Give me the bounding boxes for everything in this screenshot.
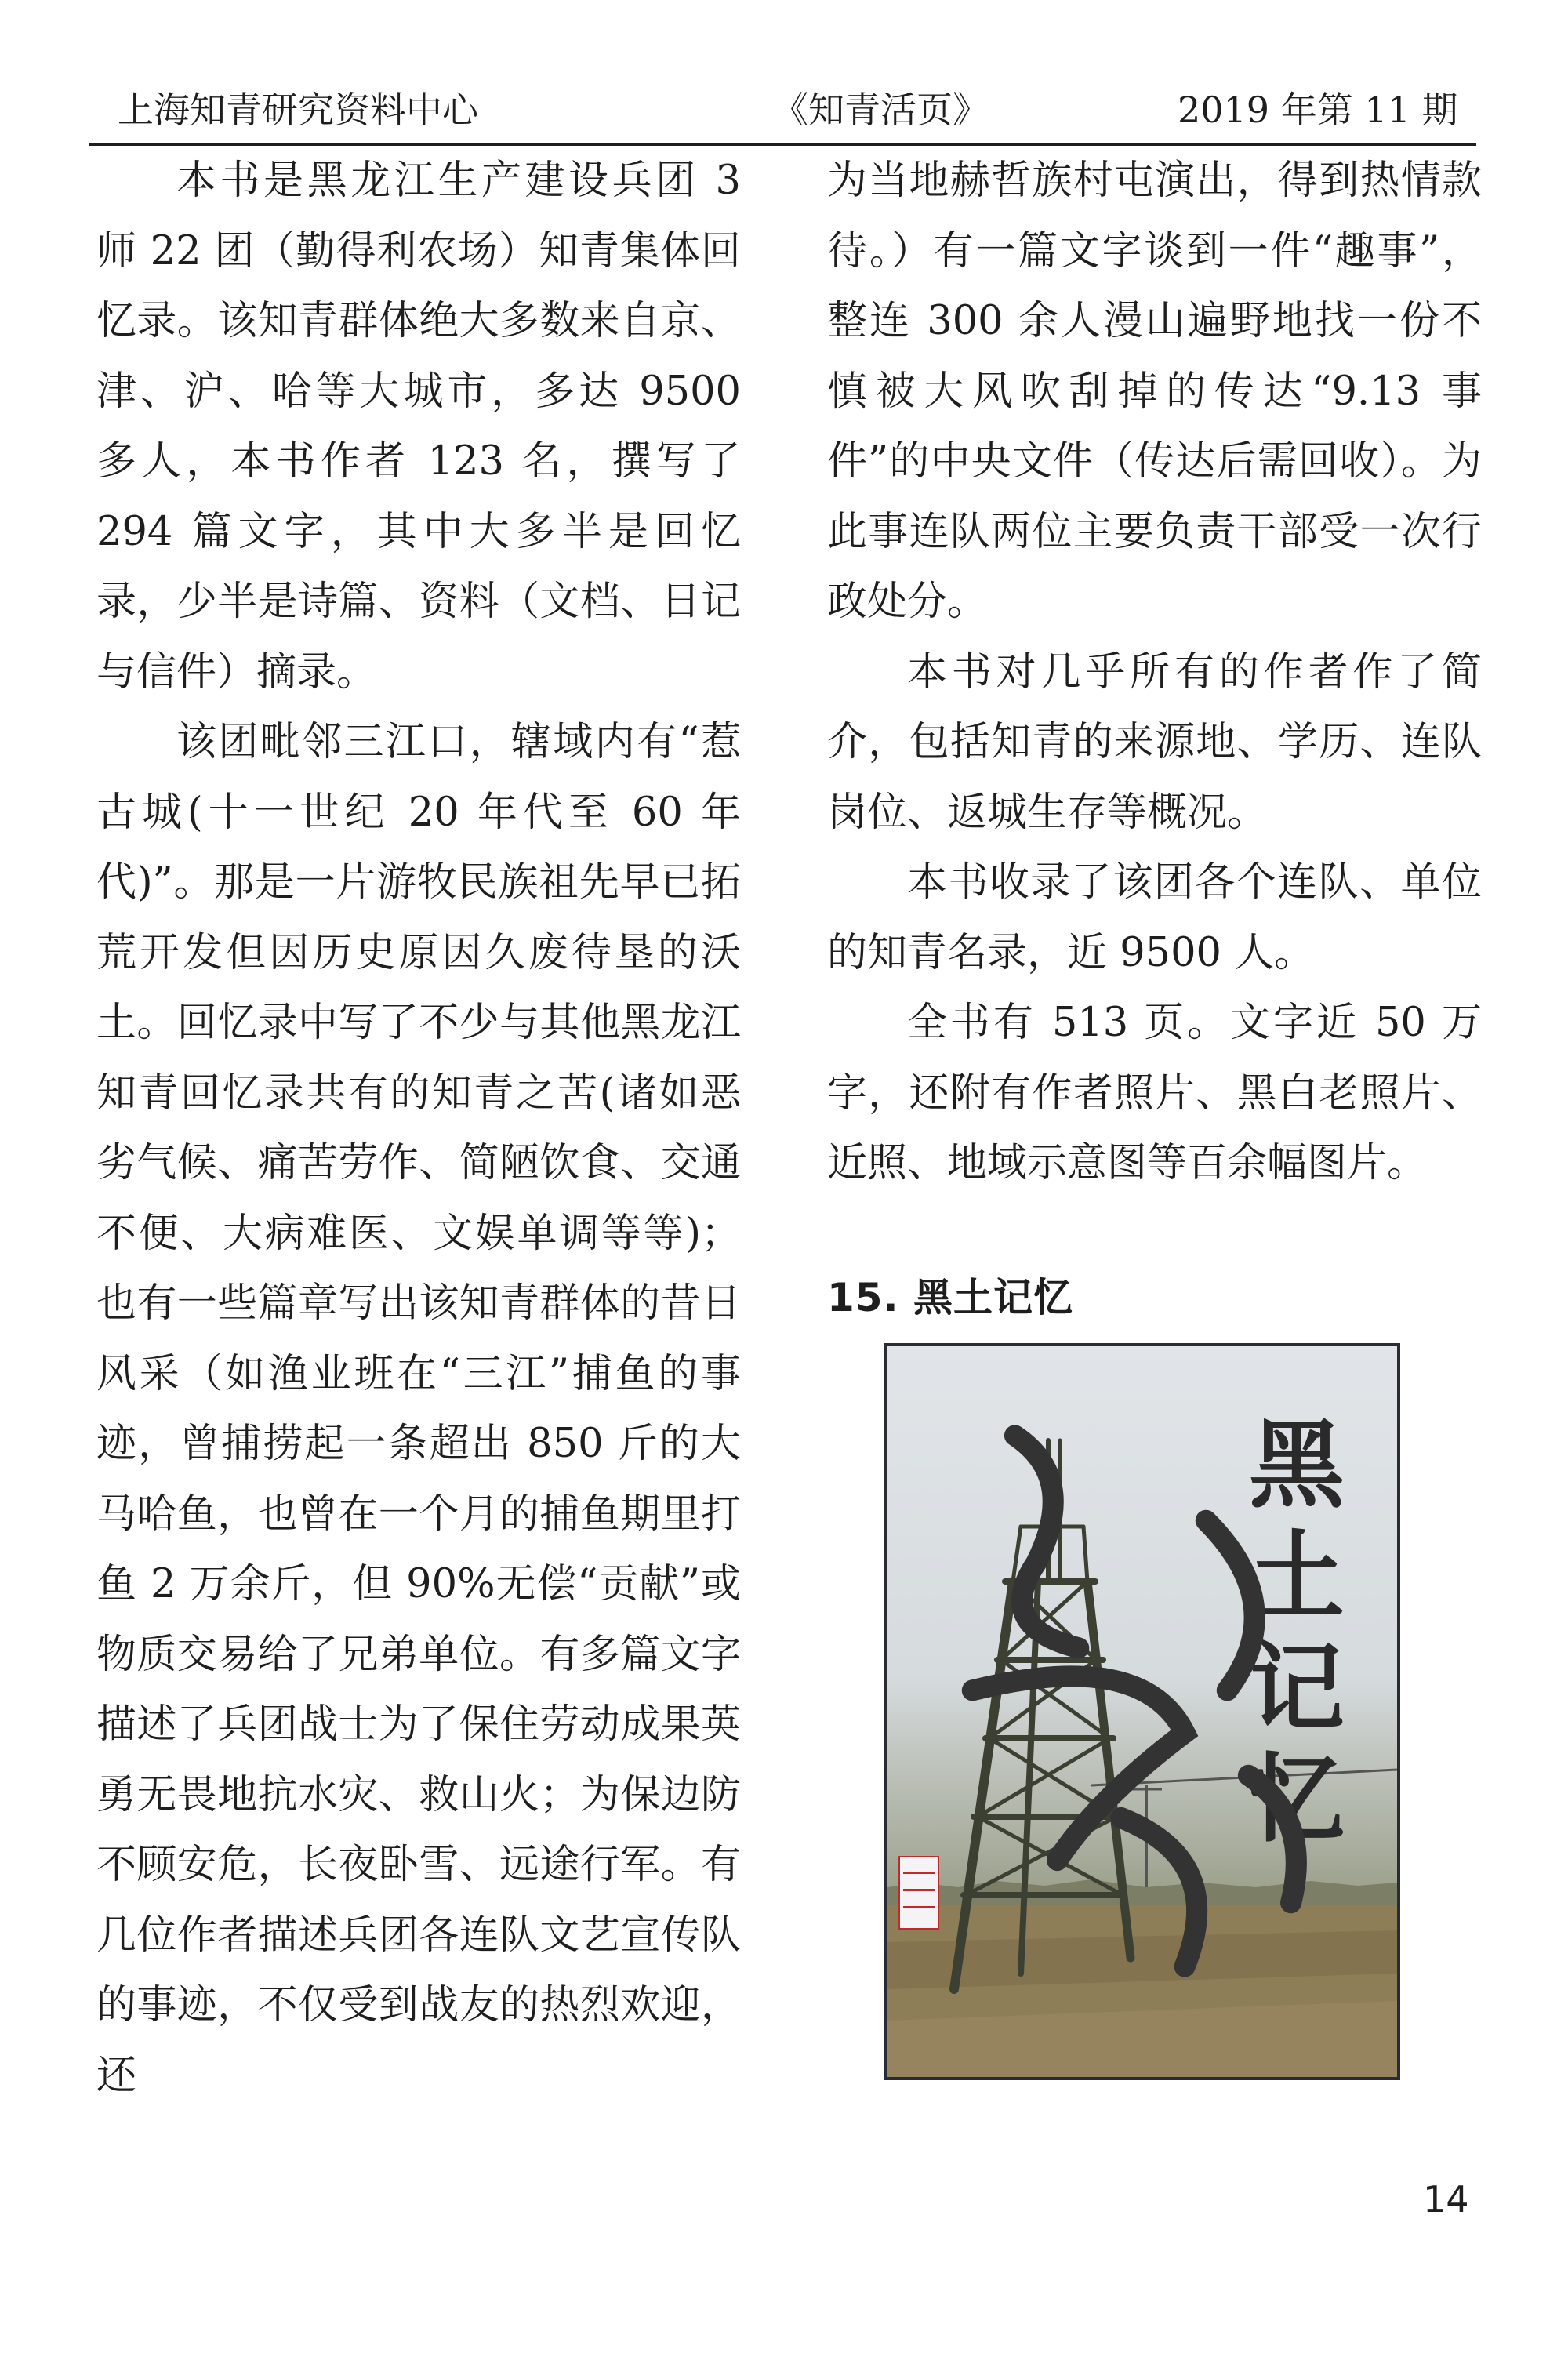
section-title: 15. 黑土记忆 [827, 1275, 1073, 1320]
paragraph-roster: 本书收录了该团各个连队、单位的知青名录，近 9500 人。 [827, 859, 1482, 976]
right-column [827, 146, 1482, 1199]
cover-title-char: 土 [1249, 1520, 1345, 1632]
page-number: 14 [1423, 2178, 1469, 2220]
calligraphy-signature [887, 1346, 1397, 2077]
library-label [898, 1856, 939, 1930]
page-header [0, 0, 1568, 157]
cover-title-char: 记 [1249, 1631, 1345, 1744]
cover-title-char: 黑 [1249, 1408, 1345, 1521]
book-cover-image [884, 1343, 1400, 2080]
paragraph-intro: 本书是黑龙江生产建设兵团 3 师 22 团（勤得利农场）知青集体回忆录。该知青群体绝大多数来自京、津、沪、哈等大城市，多达 9500 多人，本书作者 123 名，撰写了 294 篇文字，其中大多半是回忆录，少半是诗篇、资料（文档、日记与信件）摘录。 [96, 158, 741, 695]
header-organization: 上海知青研究资料中心 [118, 89, 478, 131]
paragraph-region: 该团毗邻三江口，辖域内有“惹古城(十一世纪 20 年代至 60 年代)”。那是一片游牧民族祖先早已拓荒开发但因历史原因久废待垦的沃土。回忆录中写了不少与其他黑龙江知青回忆录共有的知青之苦(诸如恶劣气候、痛苦劳作、简陋饮食、交通不便、大病难医、文娱单调等等)；也有一些篇章写出该知青群体的昔日风采（如渔业班在“三江”捕鱼的事迹，曾捕捞起一条超出 850 斤的大马哈鱼，也曾在一个月的捕鱼期里打鱼 2 万余斤，但 90%无偿“贡献”或物质交易给了兄弟单位。有多篇文字描述了兵团战士为了保住劳动成果英勇无畏地抗水灾、救山火；为保边防不顾安危，长夜卧雪、远途行军。有几位作者描述兵团各连队文艺宣传队的事迹，不仅受到战友的热烈欢迎，还 [96, 719, 741, 2099]
paragraph-pages: 全书有 513 页。文字近 50 万字，还附有作者照片、黑白老照片、近照、地域示意图等百余幅图片。 [827, 1000, 1482, 1186]
paragraph-authors: 本书对几乎所有的作者作了简介，包括知青的来源地、学历、连队岗位、返城生存等概况。 [827, 648, 1482, 836]
header-issue: 2019 年第 11 期 [1178, 89, 1458, 131]
paragraph-continuation: 为当地赫哲族村屯演出，得到热情款待。）有一篇文字谈到一件“趣事”，整连 300 余人漫山遍野地找一份不慎被大风吹刮掉的传达“9.13 事件”的中央文件（传达后需回收）。为此事连队两位主要负责干部受一次行政处分。 [827, 158, 1482, 625]
header-publication: 《知青活页》 [772, 89, 989, 131]
left-column [96, 146, 741, 2111]
cover-title-char: 忆 [1249, 1742, 1345, 1855]
